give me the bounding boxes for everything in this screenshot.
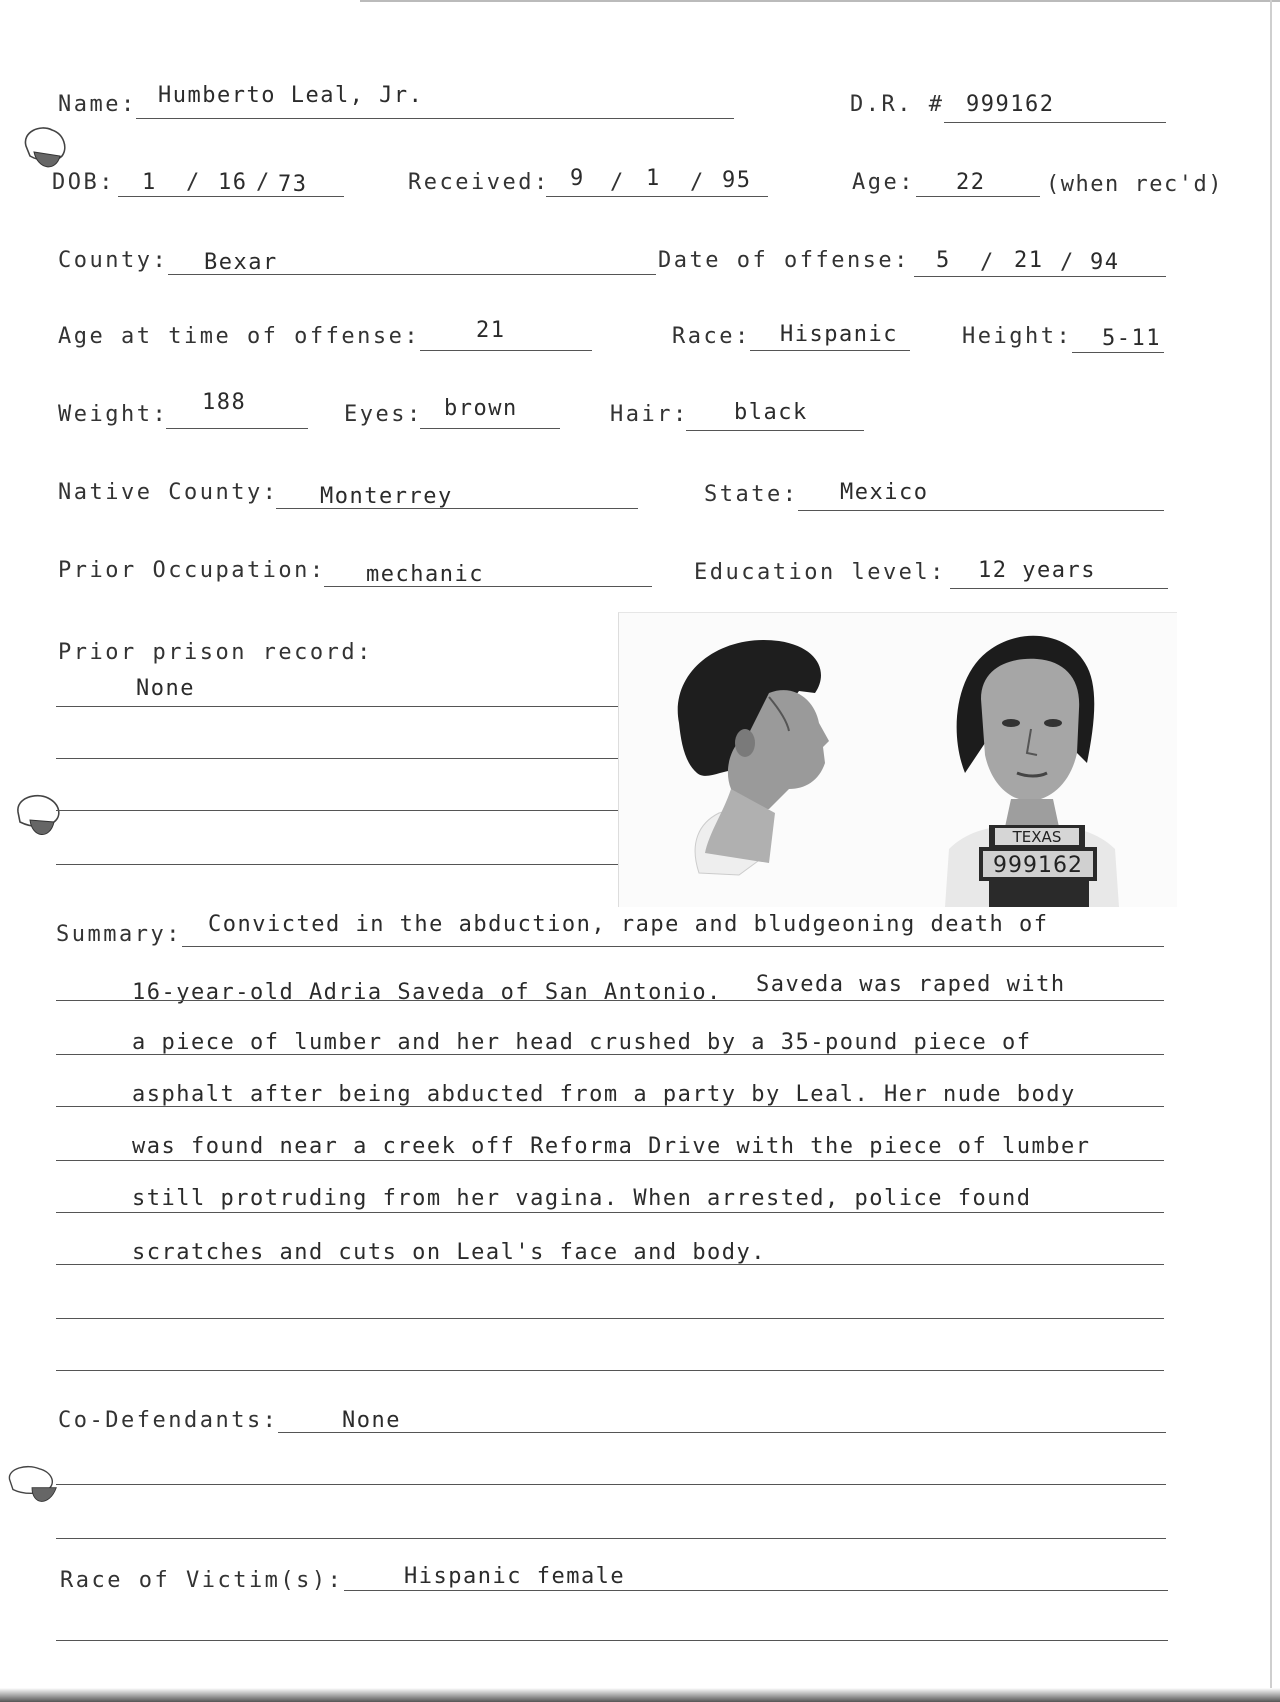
prior-record-line-1 [56, 706, 618, 707]
eyes-line [420, 428, 560, 429]
offense-year: 94 [1090, 250, 1120, 275]
summary-rule-6 [56, 1212, 1164, 1213]
race-value: Hispanic [780, 322, 898, 347]
state-line [798, 510, 1164, 511]
summary-line-2: 16-year-old Adria Saveda of San Antonio. [132, 980, 722, 1005]
prior-record-label: Prior prison record: [58, 640, 373, 665]
age-offense-label: Age at time of offense: [58, 324, 421, 349]
age-offense-line [420, 350, 592, 351]
native-county-line [276, 508, 638, 509]
binder-hole-bottom [6, 1458, 58, 1514]
dob-slash-1: / [186, 170, 202, 195]
summary-line-7: scratches and cuts on Leal's face and body. [132, 1240, 767, 1265]
summary-line-6: still protruding from her vagina. When arrested, police found [132, 1186, 1032, 1211]
eyes-value: brown [444, 396, 518, 421]
native-county-label: Native County: [58, 480, 279, 505]
name-line [136, 118, 734, 119]
dob-line [118, 196, 344, 197]
name-value: Humberto Leal, Jr. [158, 83, 424, 108]
age-line [916, 196, 1040, 197]
education-label: Education level: [694, 560, 946, 585]
weight-value: 188 [202, 390, 247, 415]
prior-record-line-2 [56, 758, 618, 759]
dr-value: 999162 [966, 92, 1055, 117]
weight-label: Weight: [58, 402, 169, 427]
hair-value: black [734, 400, 808, 425]
bottom-rule [56, 1640, 1168, 1641]
name-label: Name: [58, 92, 137, 117]
page-top-edge [360, 0, 1280, 2]
height-line [1072, 352, 1164, 353]
summary-rule-5 [56, 1160, 1164, 1161]
mugshot-image [619, 613, 1177, 907]
offense-date-line [914, 276, 1166, 277]
victim-race-label: Race of Victim(s): [60, 1568, 344, 1593]
summary-rule-3 [56, 1054, 1164, 1055]
summary-label: Summary: [56, 922, 182, 947]
received-month: 9 [570, 166, 585, 191]
hair-line [686, 430, 864, 431]
summary-rule-8 [56, 1318, 1164, 1319]
placard-state: TEXAS [1012, 828, 1062, 846]
binder-hole-middle [12, 790, 64, 846]
page-bottom-edge [0, 1688, 1280, 1702]
dob-month: 1 [142, 170, 157, 195]
summary-rule-4 [56, 1106, 1164, 1107]
county-label: County: [58, 248, 169, 273]
occupation-value: mechanic [366, 562, 484, 587]
received-year: 95 [722, 168, 752, 193]
prior-record-value: None [136, 676, 195, 701]
weight-line [166, 428, 308, 429]
age-value: 22 [956, 170, 986, 195]
age-label: Age: [852, 170, 915, 195]
county-value: Bexar [204, 250, 278, 275]
prior-record-line-3 [56, 810, 618, 811]
id-placard [979, 825, 1097, 907]
offense-month: 5 [936, 248, 951, 273]
dr-line [944, 122, 1166, 123]
summary-line-2b: Saveda was raped with [756, 972, 1066, 997]
occupation-line [324, 586, 652, 587]
victim-race-rule [344, 1590, 1168, 1591]
profile-portrait [678, 640, 829, 875]
race-line [750, 350, 910, 351]
mugshot-photo [618, 612, 1177, 907]
state-label: State: [704, 482, 799, 507]
summary-line-1: Convicted in the abduction, rape and bludgeoning death of [208, 912, 1049, 937]
prior-record-line-4 [56, 864, 618, 865]
codefendants-value: None [342, 1408, 401, 1433]
height-label: Height: [962, 324, 1073, 349]
summary-rule-7 [56, 1264, 1164, 1265]
race-label: Race: [672, 324, 751, 349]
dob-label: DOB: [52, 170, 115, 195]
education-value: 12 years [978, 558, 1096, 583]
offense-slash-2: / [1060, 250, 1076, 275]
received-line [546, 196, 768, 197]
summary-rule-1 [182, 946, 1164, 947]
victim-race-value: Hispanic female [404, 1564, 626, 1589]
hair-label: Hair: [610, 402, 689, 427]
received-slash-1: / [610, 170, 626, 195]
received-day: 1 [646, 166, 661, 191]
dr-label: D.R. # [850, 92, 945, 117]
summary-rule-2 [56, 1000, 1164, 1001]
offense-slash-1: / [980, 250, 996, 275]
summary-rule-9 [56, 1370, 1164, 1371]
codefendants-label: Co-Defendants: [58, 1408, 279, 1433]
height-value: 5-11 [1102, 326, 1161, 351]
codefendants-rule-2 [56, 1484, 1166, 1485]
occupation-label: Prior Occupation: [58, 558, 326, 583]
age-offense-value: 21 [476, 318, 506, 343]
county-line [168, 274, 656, 275]
dob-slash-2: / [256, 170, 272, 195]
codefendants-rule-1 [278, 1432, 1166, 1433]
native-county-value: Monterrey [320, 484, 453, 509]
summary-line-5: was found near a creek off Reforma Drive with the piece of lumber [132, 1134, 1091, 1159]
dob-year: 73 [278, 172, 308, 197]
age-note: (when rec'd) [1046, 172, 1223, 197]
placard-number: 999162 [993, 853, 1083, 878]
offense-day: 21 [1014, 248, 1044, 273]
offense-date-label: Date of offense: [658, 248, 910, 273]
received-slash-2: / [690, 170, 706, 195]
education-line [950, 588, 1168, 589]
state-value: Mexico [840, 480, 929, 505]
received-label: Received: [408, 170, 550, 195]
page-right-edge [1270, 0, 1272, 1702]
dob-day: 16 [218, 170, 248, 195]
summary-line-4: asphalt after being abducted from a party by Leal. Her nude body [132, 1082, 1076, 1107]
summary-line-3: a piece of lumber and her head crushed by a 35-pound piece of [132, 1030, 1032, 1055]
codefendants-rule-3 [56, 1538, 1166, 1539]
eyes-label: Eyes: [344, 402, 423, 427]
